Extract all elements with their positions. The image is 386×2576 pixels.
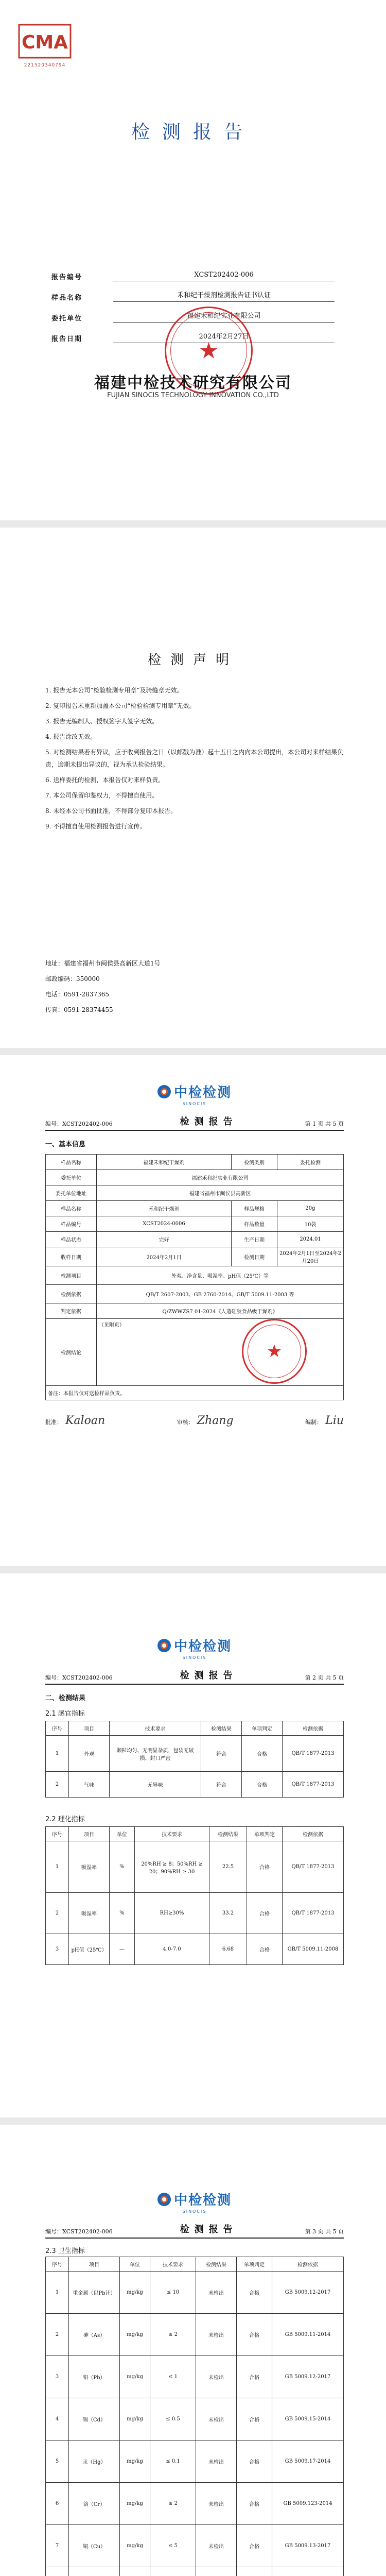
cell: 吸湿率 (69, 1841, 110, 1893)
col-header: 单项判定 (247, 1827, 283, 1841)
cell: mg/kg (120, 2398, 150, 2441)
table-row (46, 1216, 344, 1232)
cell: 5 (46, 2441, 69, 2483)
table-header (46, 1721, 344, 1736)
cell (150, 2567, 196, 2576)
cell: 外观、净含量、吸湿率、pH值（25℃）等 (97, 1266, 344, 1285)
report-header (45, 1636, 344, 1685)
cell: 禾和纪干燥剂 (97, 1201, 232, 1216)
table-row (46, 1386, 344, 1400)
cell: 收样日期 (46, 1247, 97, 1266)
col-header: 检测结果 (201, 1721, 242, 1736)
report-number: 编号：XCST202402-006 (45, 2228, 113, 2235)
table-row (46, 1893, 344, 1934)
cell: 样品状态 (46, 1232, 97, 1247)
cell: RH≥30% (135, 1893, 209, 1934)
col-header: 项目 (69, 2257, 120, 2272)
signature-row (45, 1414, 344, 1427)
cell: ≤ 0.1 (150, 2441, 196, 2483)
table-row (46, 1841, 344, 1893)
cell: 2024年2月1日 (97, 1247, 232, 1266)
table-row (46, 1170, 344, 1185)
cell: 4.0-7.0 (135, 1934, 209, 1965)
page-number: 第 3 页 共 5 页 (305, 2228, 344, 2235)
col-header: 技术要求 (150, 2257, 196, 2272)
cell: 福建禾和纪实业有限公司 (97, 1170, 344, 1185)
statement-list (45, 683, 354, 834)
col-header: 技术要求 (110, 1721, 201, 1736)
approver-label: 批准： (45, 1419, 62, 1426)
cell: QB/T 1877-2013 (283, 1841, 344, 1893)
table-header (46, 1827, 344, 1841)
cell: GB 5009.13-2017 (272, 2525, 344, 2567)
cell: 检测依据 (46, 1285, 97, 1303)
cma-number: 221520340794 (24, 63, 66, 68)
col-header: 单位 (110, 1827, 135, 1841)
logo-sub: SINOCIS (182, 2209, 207, 2214)
cell: GB 5009.12-2017 (272, 2272, 344, 2314)
contact-phone: 电话：0591-2837365 (45, 991, 110, 998)
cell: 检测日期 (232, 1247, 277, 1266)
cell: 22.5 (209, 1841, 247, 1893)
cell: 福建禾和纪干燥剂 (97, 1155, 232, 1170)
cell (46, 2567, 69, 2576)
cell: 合格 (242, 1736, 283, 1772)
cover-title: 检测报告 (131, 122, 255, 143)
table-row (46, 1285, 344, 1303)
header-line (45, 1114, 344, 1131)
contact-address: 地址：福建省福州市闽侯县高新区大道1号 (45, 960, 161, 967)
statement-item: 9. 不得擅自使用检测报告进行宣传。 (45, 823, 146, 830)
cell: 样品名称 (46, 1155, 97, 1170)
col-header: 单项判定 (242, 1721, 283, 1736)
cell: ≤ 0.5 (150, 2398, 196, 2441)
approver-signature: Kaloan (65, 1414, 106, 1427)
col-header: 项目 (69, 1827, 110, 1841)
cell: 合格 (237, 2314, 272, 2356)
cell: GB 5009.15-2014 (272, 2398, 344, 2441)
editor-signature: Liu (325, 1414, 344, 1427)
table-row (46, 2483, 344, 2525)
logo-sub: SINOCIS (182, 1655, 207, 1660)
cell: GB/T 5009.11-2008 (283, 1934, 344, 1965)
cell: 砷（As） (69, 2314, 120, 2356)
cell: 气味 (69, 1772, 110, 1798)
cell: 样品规格 (232, 1201, 277, 1216)
page-number: 第 1 页 共 5 页 (305, 1121, 344, 1127)
col-header: 检测依据 (283, 1721, 344, 1736)
cell: 1 (46, 1841, 69, 1893)
reviewer (177, 1414, 234, 1427)
cell: 6 (46, 2483, 69, 2525)
header-line (45, 2222, 344, 2239)
cell: QB/T 1877-2013 (283, 1893, 344, 1934)
cell: ≤ 5 (150, 2525, 196, 2567)
cell: 7 (46, 2525, 69, 2567)
cell (69, 2567, 120, 2576)
cell: 合格 (247, 1841, 283, 1893)
page-divider (0, 1048, 386, 1055)
header-line (45, 1668, 344, 1685)
cell: mg/kg (120, 2356, 150, 2398)
cell: ≤ 2 (150, 2314, 196, 2356)
cell: % (110, 1893, 135, 1934)
cell: 33.2 (209, 1893, 247, 1934)
cell: QB/T 1877-2013 (283, 1736, 344, 1772)
statement-item: 5. 对检测结果若有异议，应于收到报告之日（以邮戳为准）起十五日之内向本公司提出，本公司对来样结果负责，逾期未提出异议的，视为承认检验结果。 (45, 749, 344, 768)
cell: 委托单位 (46, 1170, 97, 1185)
cell: ≤ 10 (150, 2272, 196, 2314)
logo-text: 中检检测 (173, 2193, 232, 2208)
cell: 合格 (237, 2356, 272, 2398)
cell: 2 (46, 2314, 69, 2356)
cell: 吸湿率 (69, 1893, 110, 1934)
cell: 6.68 (209, 1934, 247, 1965)
cell: GB 5009.11-2014 (272, 2314, 344, 2356)
col-header: 单项判定 (237, 2257, 272, 2272)
cell: 未检出 (196, 2483, 237, 2525)
cell: 2024年2月1日至2024年2月20日 (277, 1247, 344, 1266)
cell: 4 (46, 2398, 69, 2441)
col-header: 技术要求 (135, 1827, 209, 1841)
cell: 铅（Pb） (69, 2356, 120, 2398)
col-header: 单位 (120, 2257, 150, 2272)
cell: 20g (277, 1201, 344, 1216)
cell: 检测结论 (46, 1319, 97, 1386)
table-row (46, 2314, 344, 2356)
cell: 样品数量 (232, 1216, 277, 1232)
statement-item: 4. 报告涂改无效。 (45, 733, 97, 740)
cell: 合格 (237, 2398, 272, 2441)
note-cell: 备注：本报告仅对送检样品负责。 (46, 1386, 344, 1400)
cell: GB 5009.12-2017 (272, 2356, 344, 2398)
cover-label: 报告日期 (51, 335, 83, 343)
cell: 样品编号 (46, 1216, 97, 1232)
statement-title: 检测声明 (147, 652, 238, 668)
table-row (46, 2441, 344, 2483)
cell: 铬（Cr） (69, 2483, 120, 2525)
statement-item: 8. 未经本公司书面批准，不得部分复印本报告。 (45, 807, 177, 815)
sensory-table (45, 1721, 344, 1798)
company-name-cn: 福建中检技术研究有限公司 (94, 374, 292, 392)
table-row (46, 2356, 344, 2398)
cell: — (110, 1934, 135, 1965)
col-header: 序号 (46, 1827, 69, 1841)
editor (305, 1414, 344, 1427)
cell: mg/kg (120, 2441, 150, 2483)
cell: 2024.01 (277, 1232, 344, 1247)
page-divider (0, 1566, 386, 1573)
cell: XCST2024-0006 (97, 1216, 232, 1232)
statement-item: 3. 报告无编制人、授权签字人签字无效。 (45, 718, 159, 725)
cell: 合格 (247, 1934, 283, 1965)
contact-info (45, 956, 161, 1018)
table-row (46, 1201, 344, 1216)
cell: GB 5009.123-2014 (272, 2483, 344, 2525)
cell: 20%RH ≥ 8；50%RH ≥ 20；90%RH ≥ 30 (135, 1841, 209, 1893)
cell: 未检出 (196, 2356, 237, 2398)
cell: Q/ZWWZS7 01-2024《人造硅胶食品级干燥剂》 (97, 1303, 344, 1319)
star-icon: ★ (198, 337, 219, 364)
cell: 重金属（以Pb计） (69, 2272, 120, 2314)
cell: 符合 (201, 1736, 242, 1772)
report-number: 编号：XCST202402-006 (45, 1674, 113, 1681)
cell (120, 2567, 150, 2576)
cover-page (0, 0, 386, 520)
subsection-hygiene: 2.3 卫生指标 (45, 2247, 85, 2255)
report-title: 检测报告 (180, 1116, 238, 1127)
logo-mark-icon (157, 1639, 171, 1652)
cell: 完好 (97, 1232, 232, 1247)
cell: 合格 (247, 1893, 283, 1934)
cell: 2 (46, 1893, 69, 1934)
table-row (46, 1155, 344, 1170)
reviewer-label: 审核： (177, 1419, 194, 1426)
cell: QB/T 1877-2013 (283, 1772, 344, 1798)
cell: 检测类别 (232, 1155, 277, 1170)
report-header (45, 2190, 344, 2239)
report-title: 检测报告 (180, 1670, 238, 1681)
conclusion-cell: （见附页） (97, 1319, 344, 1386)
cover-row-report-no (51, 261, 335, 281)
cell: 未检出 (196, 2314, 237, 2356)
cell: mg/kg (120, 2272, 150, 2314)
report-number: 编号：XCST202402-006 (45, 1121, 113, 1127)
cell: 合格 (237, 2272, 272, 2314)
page-divider (0, 520, 386, 528)
report-title: 检测报告 (180, 2224, 238, 2235)
cell: 汞（Hg） (69, 2441, 120, 2483)
statement-item: 2. 复印报告未重新加盖本公司“检验检测专用章”无效。 (45, 702, 196, 709)
inspection-seal (242, 1319, 307, 1384)
section-results: 二、检测结果 (45, 1694, 86, 1702)
table-row (46, 2567, 344, 2576)
cell: 生产日期 (232, 1232, 277, 1247)
cover-label: 样品名称 (51, 294, 83, 302)
cell: mg/kg (120, 2525, 150, 2567)
approver (45, 1414, 105, 1427)
cell: 福建省福州市闽侯县高新区 (97, 1185, 344, 1201)
cell: 委托检测 (277, 1155, 344, 1170)
cell: 3 (46, 1934, 69, 1965)
cell: 委托单位地址 (46, 1185, 97, 1201)
cell: 未检出 (196, 2272, 237, 2314)
col-header: 检测依据 (283, 1827, 344, 1841)
contact-postcode: 邮政编码：350000 (45, 975, 100, 982)
cell: 判定依据 (46, 1303, 97, 1319)
cell: 镉（Cd） (69, 2398, 120, 2441)
cover-value: 福建禾和纪实业有限公司 (113, 310, 335, 323)
col-header: 序号 (46, 1721, 69, 1736)
statement-item: 7. 本公司保留印鉴权力，不得擅自使用。 (45, 792, 159, 799)
star-icon: ★ (266, 1341, 283, 1362)
col-header: 检测结果 (196, 2257, 237, 2272)
cell: 符合 (201, 1772, 242, 1798)
col-header: 检测结果 (209, 1827, 247, 1841)
contact-fax: 传真：0591-28374455 (45, 1006, 113, 1013)
table-row (46, 1736, 344, 1772)
cell: 合格 (242, 1772, 283, 1798)
table-row (46, 1232, 344, 1247)
cell: 3 (46, 2356, 69, 2398)
company-name-en: FUJIAN SINOCIS TECHNOLOGY INNOVATION CO.,LTD (107, 392, 279, 399)
report-header (45, 1082, 344, 1131)
cell: % (110, 1841, 135, 1893)
sinocis-logo (45, 1082, 344, 1101)
cell: 颗粒均匀、无明显杂质，包装无破损、封口严密 (110, 1736, 201, 1772)
table-row (46, 2525, 344, 2567)
cell: mg/kg (120, 2483, 150, 2525)
cell: 检测项目 (46, 1266, 97, 1285)
cell: 10袋 (277, 1216, 344, 1232)
sinocis-logo (45, 1636, 344, 1655)
cell: 未检出 (196, 2525, 237, 2567)
cell: 铜（Cu） (69, 2525, 120, 2567)
cover-row-sample (51, 281, 335, 302)
statement-item: 6. 送样委托的检测，本报告仅对来样负责。 (45, 776, 165, 784)
cover-value: XCST202402-006 (113, 271, 335, 281)
cover-value: 2024年2月27日 (113, 331, 335, 343)
cover-value: 禾和纪干燥剂检测报告证书认证 (113, 290, 335, 302)
table-row (46, 1247, 344, 1266)
cell: 1 (46, 1736, 69, 1772)
table-row (46, 1303, 344, 1319)
table-row (46, 1772, 344, 1798)
cell: 合格 (237, 2483, 272, 2525)
sinocis-logo (45, 2190, 344, 2209)
logo-mark-icon (157, 2193, 171, 2206)
cell: 无异味 (110, 1772, 201, 1798)
table-header (46, 2257, 344, 2272)
cell: 外观 (69, 1736, 110, 1772)
table-row (46, 2398, 344, 2441)
svg-text:CMA: CMA (21, 32, 68, 53)
cover-label: 报告编号 (51, 274, 83, 281)
page-divider (0, 2117, 386, 2125)
table-row (46, 2272, 344, 2314)
cell: pH值（25℃） (69, 1934, 110, 1965)
cell: 未检出 (196, 2398, 237, 2441)
cma-mark-icon (17, 23, 73, 60)
logo-sub: SINOCIS (182, 1101, 207, 1106)
statement-item: 1. 报告无本公司“检验检测专用章”及骑缝章无效。 (45, 687, 183, 694)
table-row (46, 1266, 344, 1285)
cell (196, 2567, 237, 2576)
logo-mark-icon (157, 1085, 171, 1098)
col-header: 检测依据 (272, 2257, 344, 2272)
cell: QB/T 2607-2003、GB 2760-2014、GB/T 5009.11-2003 等 (97, 1285, 344, 1303)
hygiene-table (45, 2257, 344, 2576)
col-header: 序号 (46, 2257, 69, 2272)
cell: 未检出 (196, 2441, 237, 2483)
cell (237, 2567, 272, 2576)
cell: 2 (46, 1772, 69, 1798)
subsection-sensory: 2.1 感官指标 (45, 1710, 85, 1718)
page-number: 第 2 页 共 5 页 (305, 1674, 344, 1681)
col-header: 项目 (69, 1721, 110, 1736)
logo-text: 中检检测 (173, 1085, 232, 1100)
cell: 样品名称 (46, 1201, 97, 1216)
logo-text: 中检检测 (173, 1639, 232, 1654)
cover-label: 委托单位 (51, 315, 83, 323)
table-row (46, 1934, 344, 1965)
reviewer-signature: Zhang (197, 1414, 234, 1427)
cell (272, 2567, 344, 2576)
table-row (46, 1185, 344, 1201)
editor-label: 编制： (305, 1419, 323, 1426)
cell: 合格 (237, 2441, 272, 2483)
cell: 合格 (237, 2525, 272, 2567)
section-basic-info: 一、基本信息 (45, 1141, 86, 1148)
cell: GB 5009.17-2014 (272, 2441, 344, 2483)
cell: mg/kg (120, 2314, 150, 2356)
cell: 1 (46, 2272, 69, 2314)
subsection-physchem: 2.2 理化指标 (45, 1816, 85, 1823)
cell: ≤ 2 (150, 2483, 196, 2525)
cell: ≤ 1 (150, 2356, 196, 2398)
cma-logo (16, 23, 73, 68)
physchem-table (45, 1826, 344, 1965)
